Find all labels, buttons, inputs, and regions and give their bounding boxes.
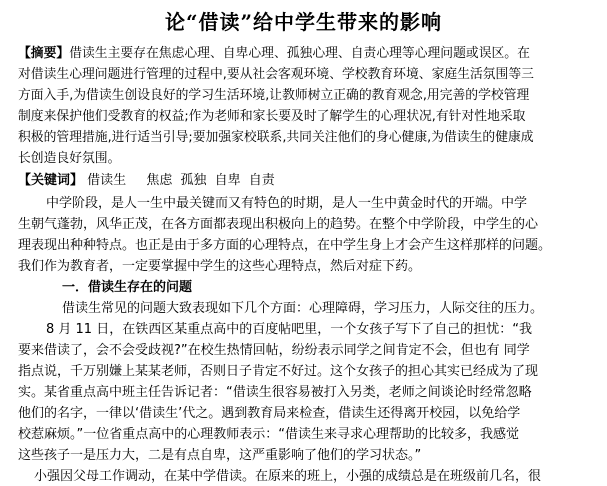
intro-line-4: 我们作为教育者，一定要掌握中学生的这些心理特点，然后对症下药。 — [18, 259, 422, 274]
abstract-line-6: 长创造良好氛围。 — [18, 151, 121, 166]
intro-line-1: 中学阶段，是人一生中最关键而又有特色的时期，是人一生中黄金时代的开端。中学 — [46, 196, 528, 211]
section-line-3: 要来借读了，会不会受歧视?”在校生热情回帖，纷纷表示同学之间肯定不会，但也有 同学 — [18, 343, 530, 358]
section-line-1: 借读生常见的问题大致表现如下几个方面：心理障碍，学习压力，人际交往的压力。 — [62, 301, 544, 316]
intro-line-3: 理表现出种种特点。也正是由于多方面的心理特点，在中学生身上才会产生这样那样的问题。 — [18, 238, 552, 253]
keyword: 借读生 — [87, 173, 127, 188]
section-line-4: 指点说，千万别嫌上某某老师，否则日子肯定不好过。这个女孩子的担心其实已经成为了现 — [18, 364, 539, 379]
abstract-text: 借读生主要存在焦虑心理、自卑心理、孤独心理、自责心理等心理问题或误区。在 — [69, 46, 530, 61]
abstract-line-3: 方面入手,为借读生创设良好的学习生活环境,让教师树立正确的教育观念,用完善的学校管理 — [18, 88, 530, 103]
keyword: 自卑 — [214, 173, 241, 188]
section-heading: 一．借读生存在的问题 — [62, 280, 193, 295]
keyword: 焦虑 — [146, 173, 173, 188]
section-line-2: 8 月 11 日，在铁西区某重点高中的百度帖吧里，一个女孩子写下了自己的担忧：“我 — [46, 322, 532, 337]
section-line-6: 他们的名字，一律以‘借读生’代之。遇到教育局来检查，借读生还得离开校园，以免给学 — [18, 406, 521, 421]
keyword: 孤独 — [180, 173, 207, 188]
document-title: 论“借读”给中学生带来的影响 — [164, 10, 442, 34]
keywords-label: 【关键词】 — [18, 173, 84, 188]
abstract-label: 【摘要】 — [18, 46, 70, 61]
keywords-line — [18, 170, 279, 191]
section-line-5: 实。某省重点高中班主任告诉记者：“借读生很容易被打入另类，老师之间谈论时经常忽略 — [18, 385, 532, 400]
section-line-7: 校惹麻烦。”一位省重点高中的心理教师表示：“借读生来寻求心理帮助的比较多，我感觉 — [18, 427, 519, 442]
intro-line-2: 生朝气蓬勃，风华正茂，在各方面都表现出积极向上的趋势。在整个中学阶段，中学生的心 — [18, 217, 539, 232]
section-line-9: 小强因父母工作调动，在某中学借读。在原来的班上，小强的成绩总是在班级前几名，很 — [34, 469, 542, 484]
section-line-8: 这些孩子一是压力大，二是有点自卑，这严重影响了他们的学习状态。” — [18, 448, 422, 463]
abstract-line-1 — [18, 43, 530, 64]
abstract-line-5: 积极的管理措施,进行适当引导;要加强家校联系,共同关注他们的身心健康,为借读生的健康成 — [18, 130, 534, 145]
keyword: 自责 — [248, 173, 275, 188]
abstract-line-4: 制度来保护他们受教育的权益;作为老师和家长要及时了解学生的心理状况,有针对性地采取 — [18, 109, 526, 124]
abstract-line-2: 对借读生心理问题进行管理的过程中,要从社会客观环境、学校教育环境、家庭生活氛围等三 — [18, 67, 534, 82]
